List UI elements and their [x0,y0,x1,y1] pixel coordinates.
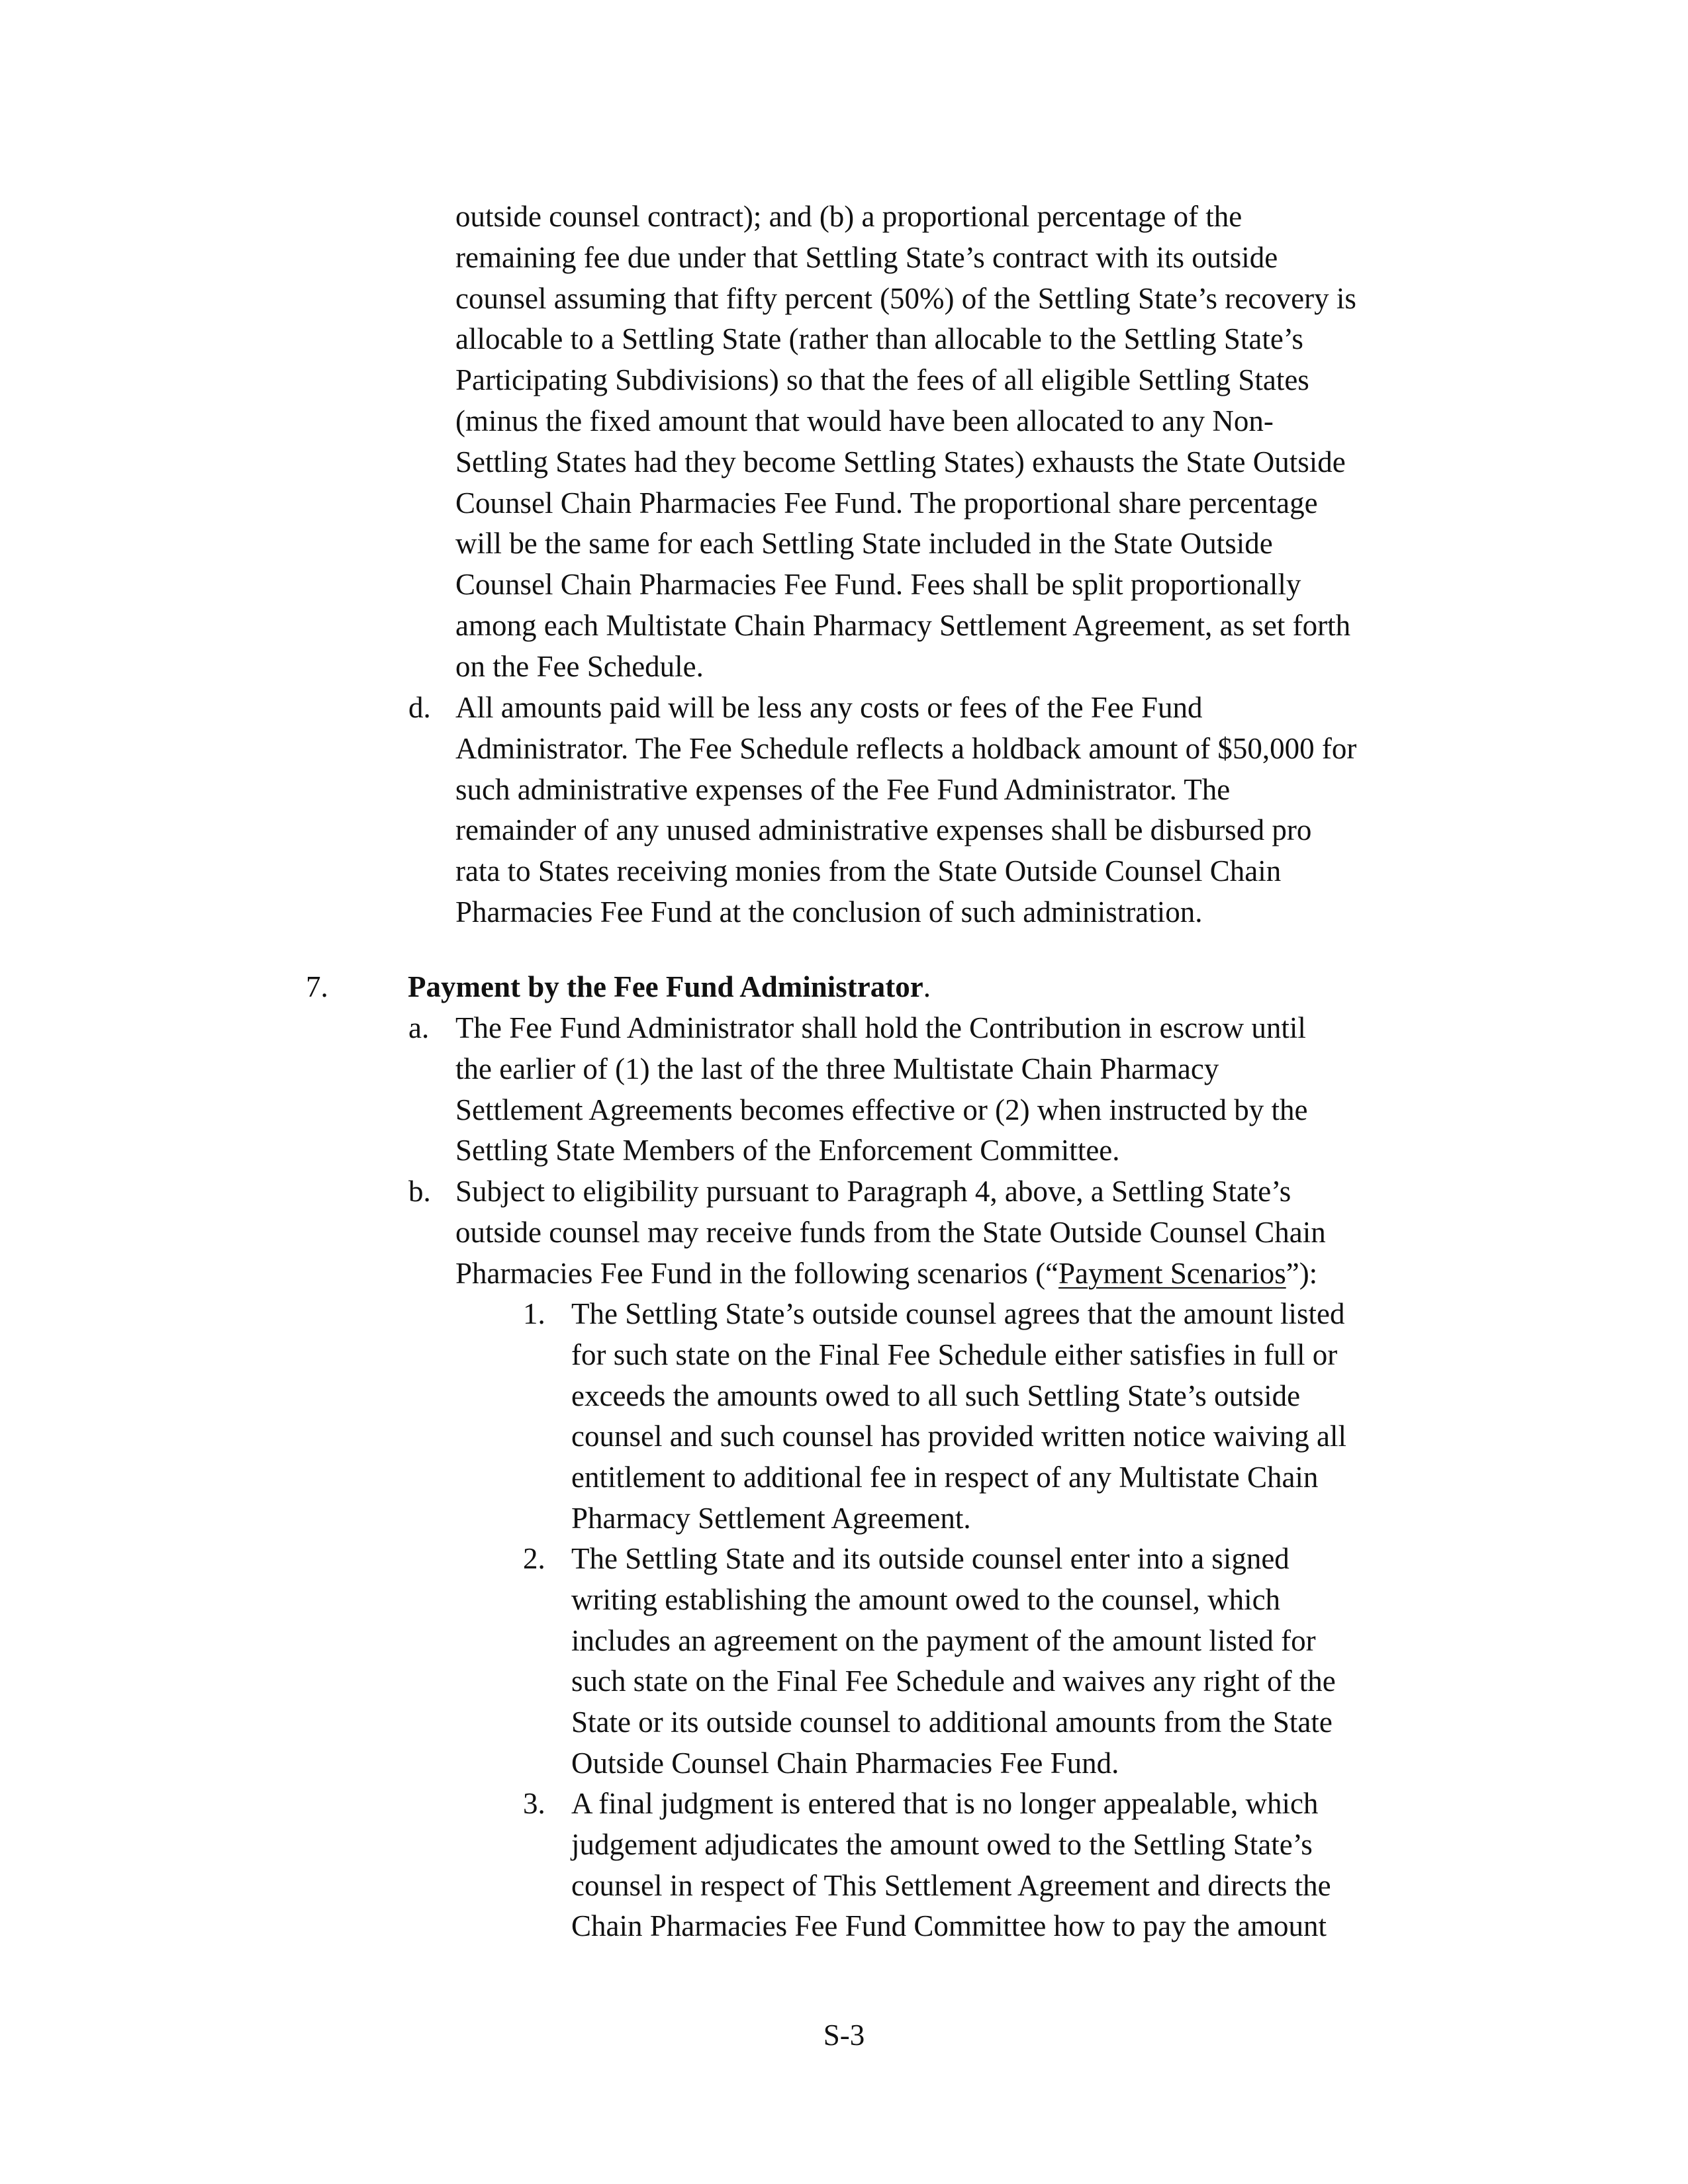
section-number: 7. [306,970,328,1003]
item-a-text [455,1008,1308,1171]
item-d-marker: d. [408,691,431,724]
text-line [455,1253,1326,1295]
text-line: All amounts paid will be less any costs or fees of the Fee Fund [455,691,1203,724]
text-line: Administrator. The Fee Schedule reflects a holdback amount of $50,000 for [455,731,1357,765]
text-line: such administrative expenses of the Fee Fund Administrator. The [455,772,1231,806]
defined-term: Payment Scenarios [1058,1256,1286,1290]
section-title-period: . [923,970,931,1003]
text-line: The Settling State’s outside counsel agrees that the amount listed [571,1297,1345,1330]
scenario-3-text [571,1784,1331,1947]
scenario-3-marker: 3. [523,1787,545,1820]
scenario-1-marker: 1. [523,1297,545,1330]
text-line: Pharmacies Fee Fund at the conclusion of such administration. [455,895,1203,929]
item-a-marker: a. [408,1011,430,1044]
text-line: writing establishing the amount owed to the counsel, which [571,1582,1281,1616]
text-line: counsel in respect of This Settlement Agreement and directs the [571,1868,1331,1902]
text-line: judgement adjudicates the amount owed to the Settling State’s [571,1827,1313,1861]
text-line: such state on the Final Fee Schedule and waives any right of the [571,1664,1336,1698]
scenario-1-text [571,1294,1346,1539]
text-line: Chain Pharmacies Fee Fund Committee how to pay the amount [571,1909,1327,1943]
text-line: The Settling State and its outside counsel enter into a signed [571,1542,1289,1575]
item-b-marker: b. [408,1175,431,1208]
item-b-text [455,1171,1326,1294]
text-line: among each Multistate Chain Pharmacy Settlement Agreement, as set forth [455,608,1351,642]
text-line: allocable to a Settling State (rather than allocable to the Settling State’s [455,322,1303,356]
text-line: on the Fee Schedule. [455,649,704,683]
text-line: A final judgment is entered that is no longer appealable, which [571,1787,1319,1820]
text-fragment: Pharmacies Fee Fund in the following scenarios (“ [455,1256,1059,1290]
text-line: Pharmacy Settlement Agreement. [571,1501,971,1535]
text-line: State or its outside counsel to additional amounts from the State [571,1706,1333,1739]
section-title: Payment by the Fee Fund Administrator [408,970,923,1003]
text-line: exceeds the amounts owed to all such Settling State’s outside [571,1379,1301,1412]
text-line: Counsel Chain Pharmacies Fee Fund. The proportional share percentage [455,486,1318,520]
text-line: Counsel Chain Pharmacies Fee Fund. Fees shall be split proportionally [455,568,1301,602]
text-line: counsel assuming that fifty percent (50%) of the Settling State’s recovery is [455,281,1356,315]
page-number: S-3 [823,2019,865,2052]
item-d-text [455,688,1356,933]
text-line: entitlement to additional fee in respect of any Multistate Chain [571,1461,1319,1494]
text-line: (minus the fixed amount that would have been allocated to any Non- [455,404,1274,437]
text-line: the earlier of (1) the last of the three Multistate Chain Pharmacy [455,1052,1219,1085]
text-line: includes an agreement on the payment of the amount listed for [571,1623,1316,1657]
item-c-continuation [455,197,1356,688]
text-line: Settling States had they become Settling States) exhausts the State Outside [455,445,1346,478]
text-line: will be the same for each Settling State included in the State Outside [455,527,1273,561]
text-line: Settlement Agreements becomes effective or (2) when instructed by the [455,1093,1308,1126]
text-line: remainder of any unused administrative expenses shall be disbursed pro [455,813,1312,847]
section-heading [408,967,931,1008]
scenario-2-text [571,1539,1336,1784]
text-line: for such state on the Final Fee Schedule either satisfies in full or [571,1338,1338,1371]
text-line: rata to States receiving monies from the State Outside Counsel Chain [455,854,1282,888]
text-line: remaining fee due under that Settling State’s contract with its outside [455,240,1278,274]
text-fragment: ”): [1286,1256,1318,1290]
text-line: The Fee Fund Administrator shall hold the Contribution in escrow until [455,1011,1306,1044]
text-line: outside counsel contract); and (b) a proportional percentage of the [455,200,1243,233]
text-line: Subject to eligibility pursuant to Paragraph 4, above, a Settling State’s [455,1175,1291,1208]
scenario-2-marker: 2. [523,1542,545,1575]
text-line: Outside Counsel Chain Pharmacies Fee Fund. [571,1746,1119,1780]
text-line: counsel and such counsel has provided written notice waiving all [571,1420,1346,1453]
text-line: Settling State Members of the Enforcement Committee. [455,1134,1120,1167]
text-line: outside counsel may receive funds from the State Outside Counsel Chain [455,1215,1326,1249]
text-line: Participating Subdivisions) so that the fees of all eligible Settling States [455,363,1309,397]
